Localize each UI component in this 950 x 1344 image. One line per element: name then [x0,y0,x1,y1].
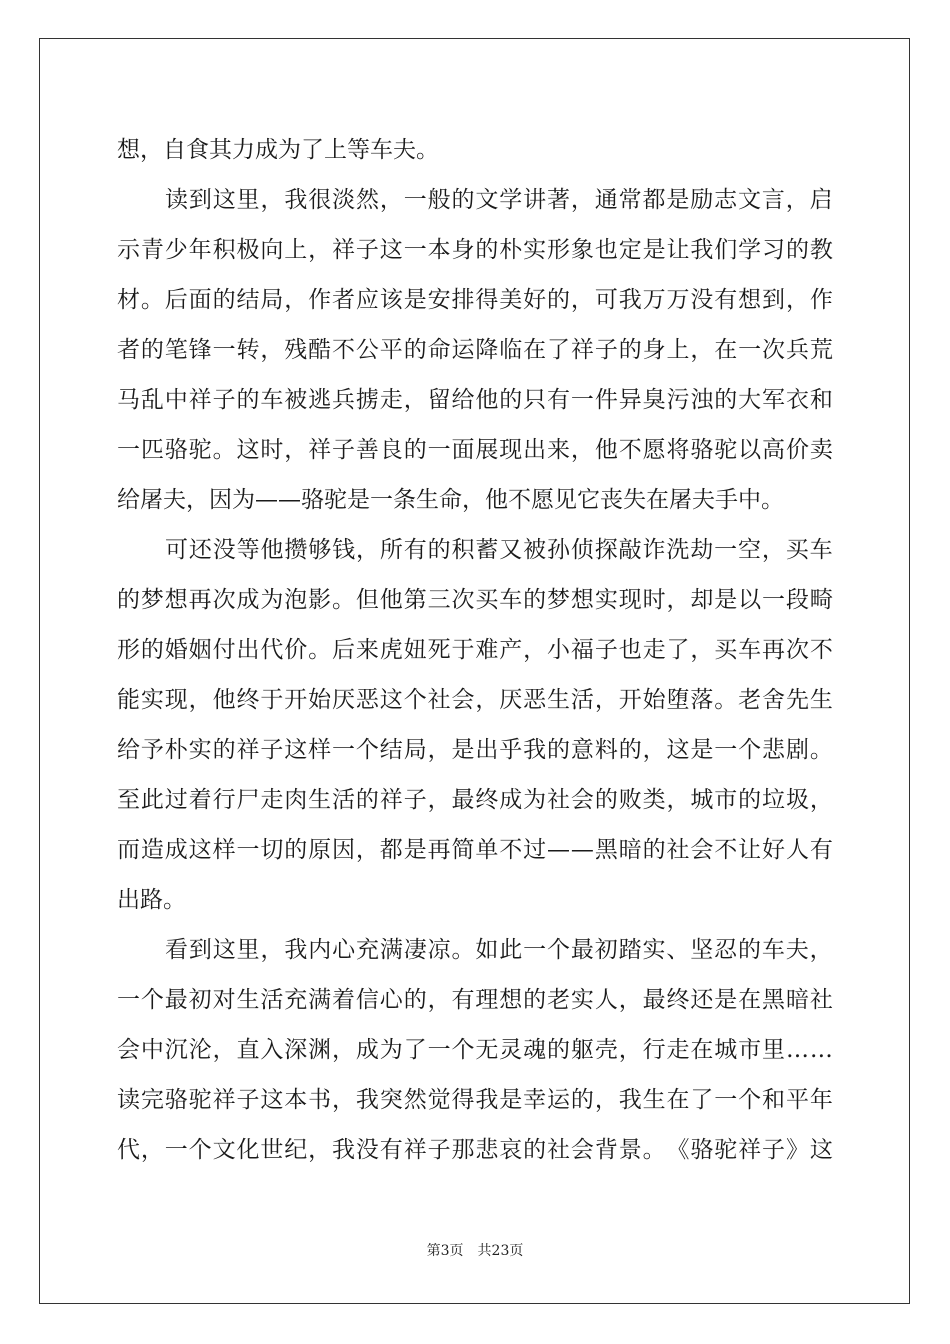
text-line: 给 予 朴 实 的 祥 子 这 样 一 个 结 局 ， 是 出 乎 我 的 意 料 的 ， 这 是 一 个 悲 剧 。 [117,737,833,763]
text-line: 马 乱 中 祥 子 的 车 被 逃 兵 掳 走 ， 留 给 他 的 只 有 一 件 异 臭 污 浊 的 大 军 衣 和 [117,387,833,413]
document-body [117,125,833,1175]
text-line: 代 ， 一 个 文 化 世 纪 ， 我 没 有 祥 子 那 悲 哀 的 社 会 背 景 。 《 骆 驼 祥 子 》 这 [117,1137,833,1163]
text-line: 出路。 [117,887,186,913]
text-line: 的 梦 想 再 次 成 为 泡 影 。 但 他 第 三 次 买 车 的 梦 想 实 现 时 ， 却 是 以 一 段 畸 [117,587,833,613]
text-line: 会 中 沉 沦 ， 直 入 深 渊 ， 成 为 了 一 个 无 灵 魂 的 躯 壳 ， 行 走 在 城 市 里 … … [117,1037,833,1063]
text-line: 而 造 成 这 样 一 切 的 原 因 ， 都 是 再 简 单 不 过 — — 黑 暗 的 社 会 不 让 好 人 有 [117,837,833,863]
text-line: 一 个 最 初 对 生 活 充 满 着 信 心 的 ， 有 理 想 的 老 实 人 ， 最 终 还 是 在 黑 暗 社 [117,987,833,1013]
text-line: 能 实 现 ， 他 终 于 开 始 厌 恶 这 个 社 会 ， 厌 恶 生 活 ， 开 始 堕 落 。 老 舍 先 生 [117,687,833,713]
text-line: 者 的 笔 锋 一 转 ， 残 酷 不 公 平 的 命 运 降 临 在 了 祥 子 的 身 上 ， 在 一 次 兵 荒 [117,337,833,363]
text-line: 读 到 这 里 ， 我 很 淡 然 ， 一 般 的 文 学 讲 著 ， 通 常 都 是 励 志 文 言 ， 启 [165,187,833,213]
text-line: 材 。 后 面 的 结 局 ， 作 者 应 该 是 安 排 得 美 好 的 ， 可 我 万 万 没 有 想 到 ， 作 [117,287,833,313]
text-line: 至 此 过 着 行 尸 走 肉 生 活 的 祥 子 ， 最 终 成 为 社 会 的 败 类 ， 城 市 的 垃 圾 ， [117,787,833,813]
text-line: 可 还 没 等 他 攒 够 钱 ， 所 有 的 积 蓄 又 被 孙 侦 探 敲 诈 洗 劫 一 空 ， 买 车 [165,537,833,563]
text-line: 看 到 这 里 ， 我 内 心 充 满 凄 凉 。 如 此 一 个 最 初 踏 实 、 坚 忍 的 车 夫 ， [165,937,833,963]
text-line: 给屠夫，因为——骆驼是一条生命，他不愿见它丧失在屠夫手中。 [117,487,784,513]
page-footer: 第3页 共23页 [426,1243,524,1259]
text-line: 形 的 婚 姻 付 出 代 价 。 后 来 虎 妞 死 于 难 产 ， 小 福 子 也 走 了 ， 买 车 再 次 不 [117,637,833,663]
text-line: 读 完 骆 驼 祥 子 这 本 书 ， 我 突 然 觉 得 我 是 幸 运 的 ， 我 生 在 了 一 个 和 平 年 [117,1087,833,1113]
text-line: 示 青 少 年 积 极 向 上 ， 祥 子 这 一 本 身 的 朴 实 形 象 也 定 是 让 我 们 学 习 的 教 [117,237,833,263]
text-line: 想，自食其力成为了上等车夫。 [117,137,439,163]
text-line: 一 匹 骆 驼 。 这 时 ， 祥 子 善 良 的 一 面 展 现 出 来 ， 他 不 愿 将 骆 驼 以 高 价 卖 [117,437,833,463]
